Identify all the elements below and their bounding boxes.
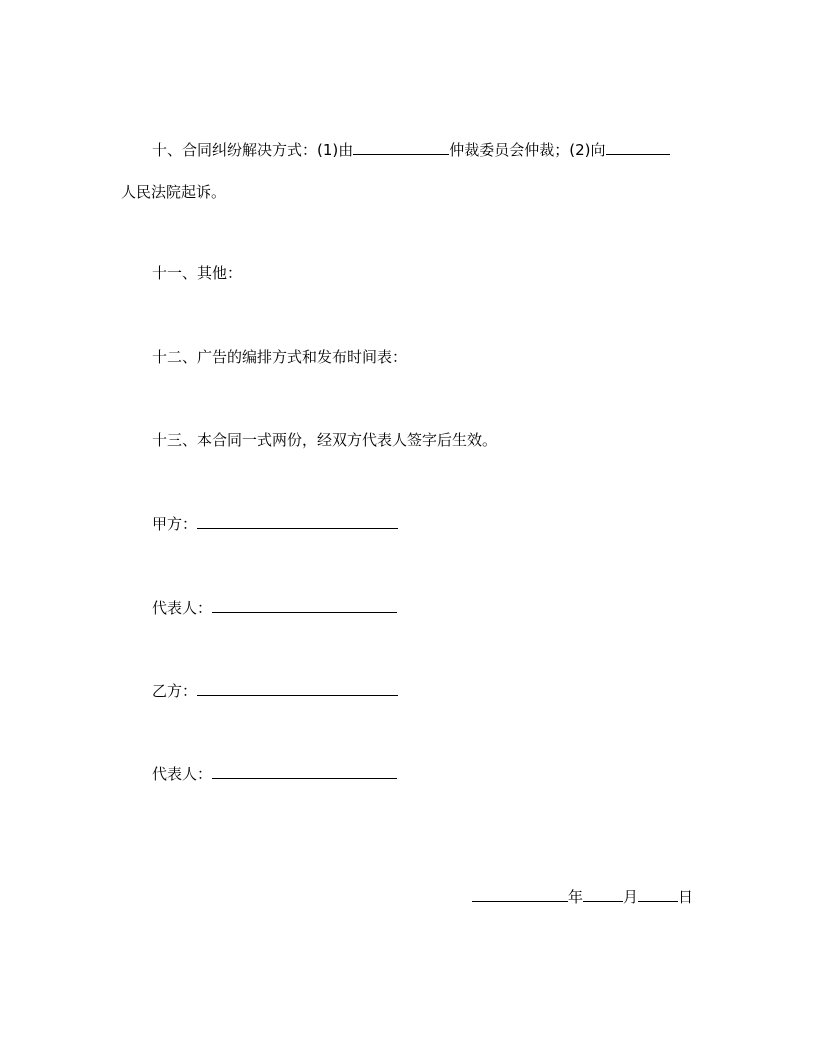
rep-b-blank[interactable]	[212, 763, 397, 779]
party-b-label: 乙方：	[152, 682, 198, 700]
party-b-blank[interactable]	[197, 680, 398, 696]
arbitration-committee-blank[interactable]	[353, 139, 449, 155]
clause-13	[152, 430, 497, 450]
clause-10-prefix: 十、合同纠纷解决方式：(1)由	[152, 141, 354, 159]
clause-10-middle: 仲裁委员会仲裁；(2)向	[449, 141, 606, 159]
court-blank[interactable]	[606, 139, 670, 155]
rep-a-label: 代表人：	[152, 599, 213, 617]
clause-12	[152, 347, 407, 367]
party-a-blank[interactable]	[197, 513, 398, 529]
year-label: 年	[568, 888, 584, 906]
clause-10-line-2	[121, 182, 226, 202]
clause-12-text: 十二、广告的编排方式和发布时间表：	[152, 348, 408, 366]
rep-b-label: 代表人：	[152, 765, 213, 783]
party-a-label: 甲方：	[152, 515, 198, 533]
rep-a-blank[interactable]	[212, 597, 397, 613]
date-row	[472, 886, 693, 906]
party-b-row	[152, 680, 398, 700]
day-label: 日	[678, 888, 694, 906]
month-label: 月	[623, 888, 639, 906]
clause-11	[152, 263, 242, 283]
clause-10-suffix: 人民法院起诉。	[121, 183, 227, 201]
clause-11-text: 十一、其他：	[152, 264, 243, 282]
month-blank[interactable]	[583, 886, 623, 902]
day-blank[interactable]	[638, 886, 678, 902]
clause-13-text: 十三、本合同一式两份，经双方代表人签字后生效。	[152, 431, 498, 449]
rep-a-row	[152, 597, 397, 617]
year-blank[interactable]	[472, 886, 568, 902]
clause-10-line-1	[152, 139, 670, 159]
rep-b-row	[152, 763, 397, 783]
party-a-row	[152, 513, 398, 533]
